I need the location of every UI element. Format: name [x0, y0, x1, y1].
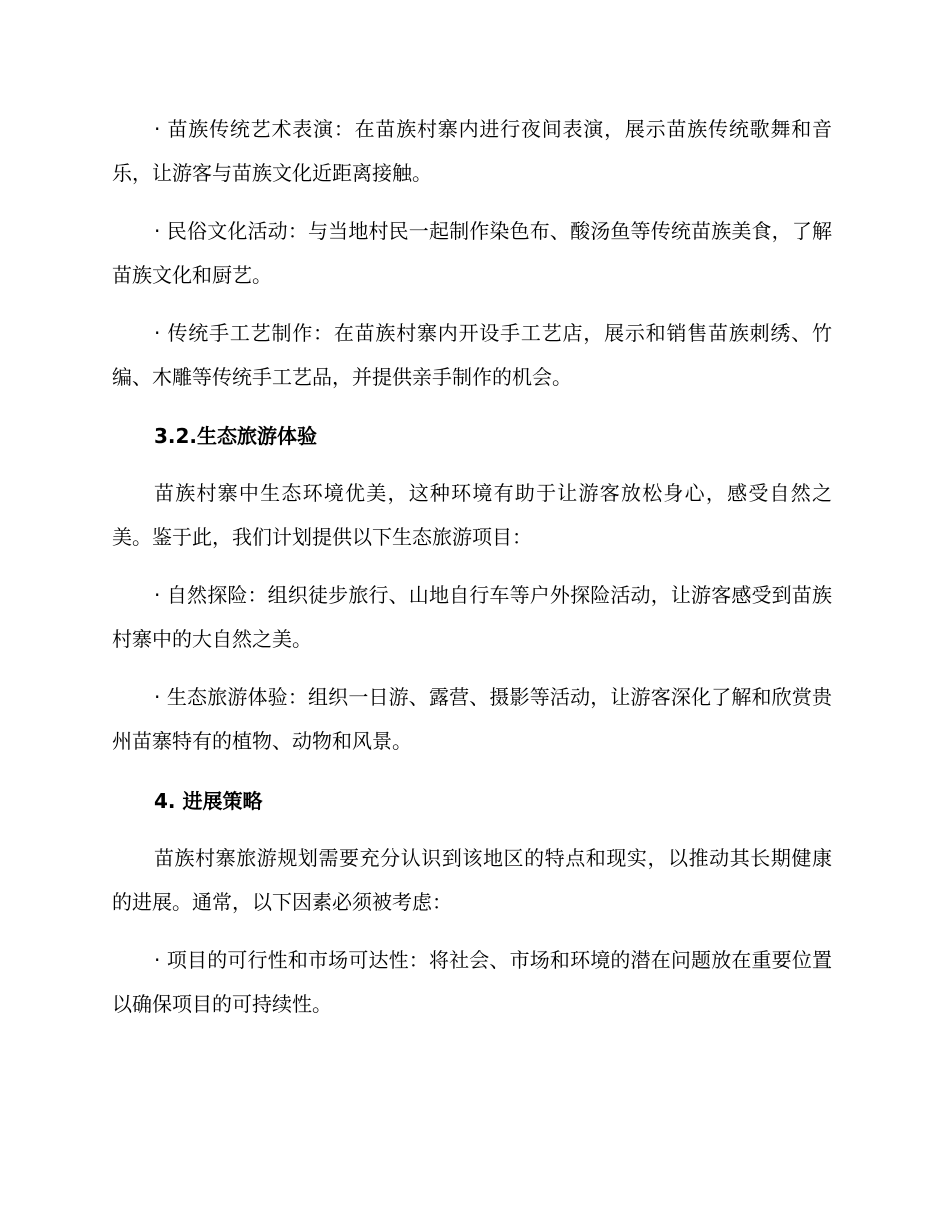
paragraph-handicraft: · 传统手工艺制作：在苗族村寨内开设手工艺店，展示和销售苗族刺绣、竹编、木雕等传统手工艺品，并提供亲手制作的机会。 — [112, 321, 832, 389]
paragraph-eco-experience: · 生态旅游体验：组织一日游、露营、摄影等活动，让游客深化了解和欣赏贵州苗寨特有的植物、动物和风景。 — [112, 685, 832, 753]
paragraph-nature-exploration: · 自然探险：组织徒步旅行、山地自行车等户外探险活动，让游客感受到苗族村寨中的大自然之美。 — [112, 583, 832, 651]
section-heading-strategy: 4. 进展策略 — [154, 789, 263, 813]
paragraph-folk-activities: · 民俗文化活动：与当地村民一起制作染色布、酸汤鱼等传统苗族美食，了解苗族文化和厨艺。 — [112, 219, 832, 287]
paragraph-strategy-intro: 苗族村寨旅游规划需要充分认识到该地区的特点和现实，以推动其长期健康的进展。通常，以下因素必须被考虑： — [112, 846, 832, 914]
paragraph-eco-intro: 苗族村寨中生态环境优美，这种环境有助于让游客放松身心，感受自然之美。鉴于此，我们计划提供以下生态旅游项目： — [112, 481, 832, 549]
section-heading-eco-tourism: 3.2.生态旅游体验 — [154, 424, 318, 448]
paragraph-feasibility: · 项目的可行性和市场可达性：将社会、市场和环境的潜在问题放在重要位置以确保项目的可持续性。 — [112, 948, 832, 1016]
paragraph-art-performance: · 苗族传统艺术表演：在苗族村寨内进行夜间表演，展示苗族传统歌舞和音乐，让游客与苗族文化近距离接触。 — [112, 117, 832, 185]
